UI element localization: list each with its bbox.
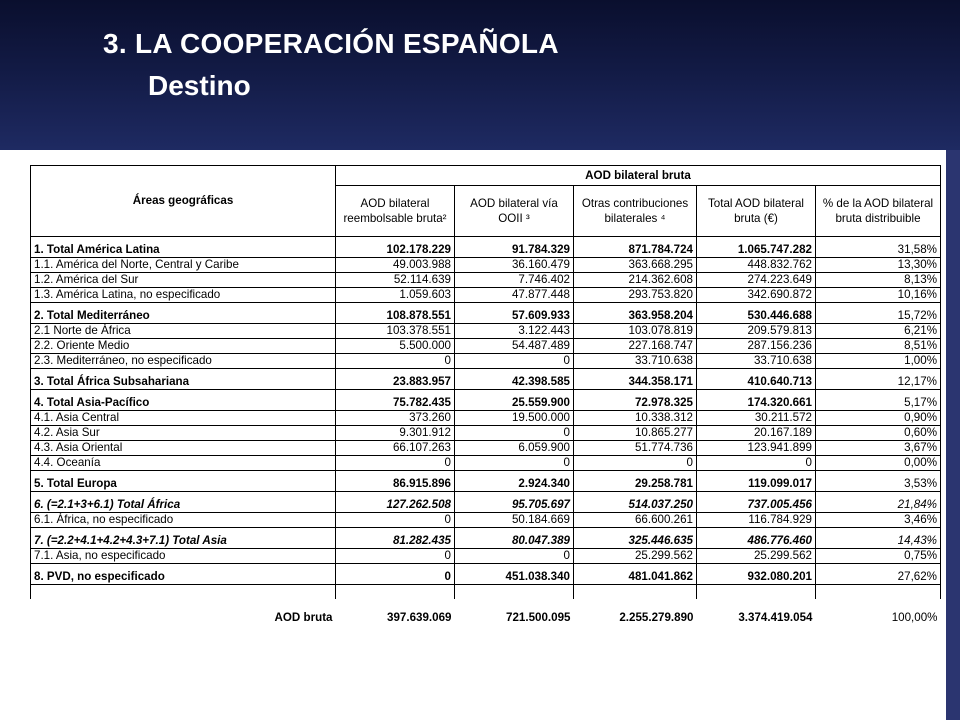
- table-cell: 0: [336, 456, 455, 471]
- footer-cell: 721.500.095: [506, 611, 571, 624]
- table-cell: 95.705.697: [455, 492, 574, 513]
- table-row: [31, 528, 941, 549]
- table-cell: 91.784.329: [455, 237, 574, 258]
- table-cell: 3,67%: [816, 441, 941, 456]
- table-cell: 33.710.638: [697, 354, 816, 369]
- table-cell: 214.362.608: [574, 273, 697, 288]
- col-header-ooii: AOD bilateral vía OOII ³: [455, 186, 574, 237]
- table-cell: 0,60%: [816, 426, 941, 441]
- row-label: 5. Total Europa: [31, 471, 336, 492]
- table-cell: 9.301.912: [336, 426, 455, 441]
- table-cell: 174.320.661: [697, 390, 816, 411]
- table-row: [31, 288, 941, 303]
- table-cell: 8,13%: [816, 273, 941, 288]
- table-cell: 50.184.669: [455, 513, 574, 528]
- table-row: [31, 492, 941, 513]
- table-row: [31, 456, 941, 471]
- table-cell: 737.005.456: [697, 492, 816, 513]
- table-cell: 23.883.957: [336, 369, 455, 390]
- table-row: [31, 273, 941, 288]
- table-cell: 103.078.819: [574, 324, 697, 339]
- footer-cell: 397.639.069: [387, 611, 452, 624]
- slide-header: [0, 0, 960, 150]
- row-label: 7. (=2.2+4.1+4.2+4.3+7.1) Total Asia: [31, 528, 336, 549]
- row-label: 3. Total África Subsahariana: [31, 369, 336, 390]
- table-row: [31, 513, 941, 528]
- table-cell: 31,58%: [816, 237, 941, 258]
- table-cell: 1,00%: [816, 354, 941, 369]
- table-cell: 363.668.295: [574, 258, 697, 273]
- table-cell: 325.446.635: [574, 528, 697, 549]
- row-label: 2.1 Norte de África: [31, 324, 336, 339]
- right-edge-bar: [946, 150, 960, 720]
- table-cell: 293.753.820: [574, 288, 697, 303]
- col-header-reembolsable: AOD bilateral reembolsable bruta²: [336, 186, 455, 237]
- table-cell: 8,51%: [816, 339, 941, 354]
- table-cell: 342.690.872: [697, 288, 816, 303]
- table-cell: 72.978.325: [574, 390, 697, 411]
- col-header-total: Total AOD bilateral bruta (€): [697, 186, 816, 237]
- table-cell: 871.784.724: [574, 237, 697, 258]
- table-cell: 12,17%: [816, 369, 941, 390]
- table-row: [31, 324, 941, 339]
- row-label: 4. Total Asia-Pacífico: [31, 390, 336, 411]
- table-cell: 486.776.460: [697, 528, 816, 549]
- table-cell: 57.609.933: [455, 303, 574, 324]
- table-body: [31, 237, 941, 626]
- row-label: 1. Total América Latina: [31, 237, 336, 258]
- table-cell: 10.865.277: [574, 426, 697, 441]
- table-cell: 932.080.201: [697, 564, 816, 585]
- table-cell: 81.282.435: [336, 528, 455, 549]
- table-cell: 0: [574, 456, 697, 471]
- table-cell: 530.446.688: [697, 303, 816, 324]
- table-cell: 25.299.562: [697, 549, 816, 564]
- footer-cell: 100,00%: [891, 611, 938, 624]
- table-cell: 42.398.585: [455, 369, 574, 390]
- table-cell: 25.299.562: [574, 549, 697, 564]
- table-cell: 10.338.312: [574, 411, 697, 426]
- row-label: 6.1. África, no especificado: [31, 513, 336, 528]
- table-cell: 13,30%: [816, 258, 941, 273]
- table-cell: 49.003.988: [336, 258, 455, 273]
- table-cell: 116.784.929: [697, 513, 816, 528]
- table-row: [31, 258, 941, 273]
- table-cell: 0: [336, 513, 455, 528]
- table-cell: 451.038.340: [455, 564, 574, 585]
- slide-subtitle: Destino: [148, 70, 251, 101]
- table-cell: 108.878.551: [336, 303, 455, 324]
- table-cell: 1.059.603: [336, 288, 455, 303]
- row-label: 1.1. América del Norte, Central y Caribe: [31, 258, 336, 273]
- row-label: 7.1. Asia, no especificado: [31, 549, 336, 564]
- table-cell: 6.059.900: [455, 441, 574, 456]
- table-cell: 14,43%: [816, 528, 941, 549]
- row-label: 4.3. Asia Oriental: [31, 441, 336, 456]
- row-label: 8. PVD, no especificado: [31, 564, 336, 585]
- table-cell: 5.500.000: [336, 339, 455, 354]
- table-cell: 6,21%: [816, 324, 941, 339]
- table-cell: 514.037.250: [574, 492, 697, 513]
- table-cell: 20.167.189: [697, 426, 816, 441]
- table-cell: 363.958.204: [574, 303, 697, 324]
- table-cell: 54.487.489: [455, 339, 574, 354]
- table-cell: 227.168.747: [574, 339, 697, 354]
- row-label: 4.1. Asia Central: [31, 411, 336, 426]
- table-cell: 33.710.638: [574, 354, 697, 369]
- table-cell: 7.746.402: [455, 273, 574, 288]
- table-cell: 481.041.862: [574, 564, 697, 585]
- table-row: [31, 369, 941, 390]
- table-cell: 410.640.713: [697, 369, 816, 390]
- table-cell: 123.941.899: [697, 441, 816, 456]
- table-cell: 29.258.781: [574, 471, 697, 492]
- table-cell: 448.832.762: [697, 258, 816, 273]
- table-row: [31, 441, 941, 456]
- table-cell: 0,90%: [816, 411, 941, 426]
- row-label: 1.2. América del Sur: [31, 273, 336, 288]
- table-row: [31, 303, 941, 324]
- table-cell: 209.579.813: [697, 324, 816, 339]
- slide-title: 3. LA COOPERACIÓN ESPAÑOLA: [103, 28, 559, 59]
- row-label: 2. Total Mediterráneo: [31, 303, 336, 324]
- row-label: 4.2. Asia Sur: [31, 426, 336, 441]
- table-cell: 0: [455, 354, 574, 369]
- table-cell: 0: [455, 549, 574, 564]
- header-group: AOD bilateral bruta: [336, 166, 941, 186]
- table-footer-row: [31, 599, 941, 625]
- table-row: [31, 426, 941, 441]
- table-cell: 373.260: [336, 411, 455, 426]
- table-row: [31, 471, 941, 492]
- table-cell: 274.223.649: [697, 273, 816, 288]
- table-cell: 75.782.435: [336, 390, 455, 411]
- table-cell: 30.211.572: [697, 411, 816, 426]
- table-cell: 344.358.171: [574, 369, 697, 390]
- table-cell: 47.877.448: [455, 288, 574, 303]
- table-cell: 1.065.747.282: [697, 237, 816, 258]
- table-cell: 127.262.508: [336, 492, 455, 513]
- table-cell: 3,46%: [816, 513, 941, 528]
- row-label: 2.2. Oriente Medio: [31, 339, 336, 354]
- footer-cell: 3.374.419.054: [738, 611, 813, 624]
- table-cell: 86.915.896: [336, 471, 455, 492]
- table-cell: 27,62%: [816, 564, 941, 585]
- table-cell: 287.156.236: [697, 339, 816, 354]
- footer-cell: 2.255.279.890: [619, 611, 694, 624]
- table-cell: 10,16%: [816, 288, 941, 303]
- table-row: [31, 339, 941, 354]
- table-cell: 119.099.017: [697, 471, 816, 492]
- table-row: [31, 390, 941, 411]
- table-cell: 19.500.000: [455, 411, 574, 426]
- row-label: 1.3. América Latina, no especificado: [31, 288, 336, 303]
- table-cell: 21,84%: [816, 492, 941, 513]
- table-cell: 66.107.263: [336, 441, 455, 456]
- table-cell: 0: [336, 354, 455, 369]
- table-cell: 5,17%: [816, 390, 941, 411]
- col-header-pct: % de la AOD bilateral bruta distribuible: [816, 186, 941, 237]
- table-cell: 0,75%: [816, 549, 941, 564]
- table-cell: 103.378.551: [336, 324, 455, 339]
- table-cell: 0: [336, 564, 455, 585]
- header-areas: Áreas geográficas: [31, 166, 336, 237]
- row-label: 2.3. Mediterráneo, no especificado: [31, 354, 336, 369]
- table-row: [31, 354, 941, 369]
- table-cell: 51.774.736: [574, 441, 697, 456]
- table-cell: 36.160.479: [455, 258, 574, 273]
- table-cell: 66.600.261: [574, 513, 697, 528]
- table-cell: 15,72%: [816, 303, 941, 324]
- table-cell: 3.122.443: [455, 324, 574, 339]
- table-cell: 80.047.389: [455, 528, 574, 549]
- row-label: 4.4. Oceanía: [31, 456, 336, 471]
- footer-label: AOD bruta: [274, 611, 333, 624]
- aod-table: [30, 165, 941, 625]
- col-header-otras: Otras contribuciones bilaterales ⁴: [574, 186, 697, 237]
- table-cell: 0: [455, 456, 574, 471]
- table-row: [31, 549, 941, 564]
- row-label: 6. (=2.1+3+6.1) Total África: [31, 492, 336, 513]
- table-cell: 0: [697, 456, 816, 471]
- table-cell: 102.178.229: [336, 237, 455, 258]
- table-row: [31, 564, 941, 585]
- table-cell: 2.924.340: [455, 471, 574, 492]
- table-cell: 0,00%: [816, 456, 941, 471]
- table-cell: 0: [336, 549, 455, 564]
- table-cell: 52.114.639: [336, 273, 455, 288]
- table-cell: 3,53%: [816, 471, 941, 492]
- table-row: [31, 411, 941, 426]
- table-row: [31, 237, 941, 258]
- table-cell: 0: [455, 426, 574, 441]
- table-cell: 25.559.900: [455, 390, 574, 411]
